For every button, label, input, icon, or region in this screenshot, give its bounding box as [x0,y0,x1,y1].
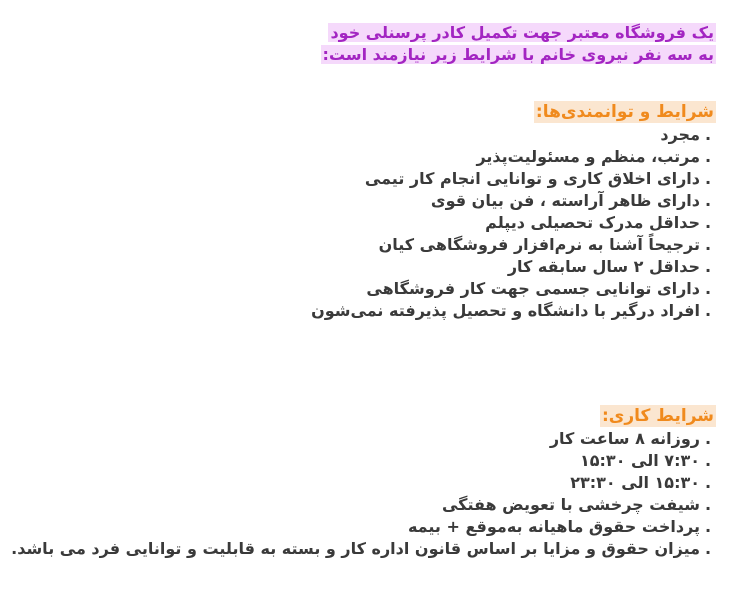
list-item: .۱۵:۳۰ الی ۲۳:۳۰ [16,472,716,494]
bullet-icon: . [704,451,712,470]
bullet-icon: . [704,213,712,232]
list-item: .ترجیحاً آشنا به نرم‌افزار فروشگاهی کیان [16,234,716,256]
list-item: .دارای توانایی جسمی جهت کار فروشگاهی [16,278,716,300]
work-title: شرایط کاری: [601,406,714,426]
conditions-title: شرایط و توانمندی‌ها: [535,102,714,122]
list-item: .افراد درگیر با دانشگاه و تحصیل پذیرفته نمی‌شون [16,300,716,322]
list-item: .دارای اخلاق کاری و توانایی انجام کار تیمی [16,168,716,190]
bullet-icon: . [704,517,712,536]
conditions-section [16,101,716,322]
bullet-icon: . [704,147,712,166]
bullet-icon: . [704,235,712,254]
list-item: .شیفت چرخشی با تعویض هفتگی [16,494,716,516]
list-item: .مرتب، منظم و مسئولیت‌پذیر [16,146,716,168]
bullet-icon: . [704,169,712,188]
list-item: .۷:۳۰ الی ۱۵:۳۰ [16,450,716,472]
bullet-icon: . [704,539,712,558]
bullet-icon: . [704,257,712,276]
intro-line-1: یک فروشگاه معتبر جهت تکمیل کادر پرسنلی خود [330,23,714,42]
list-item: .حداقل مدرک تحصیلی دیپلم [16,212,716,234]
bullet-icon: . [704,125,712,144]
bullet-icon: . [704,279,712,298]
intro [16,22,716,66]
list-item: .مجرد [16,124,716,146]
bullet-icon: . [704,495,712,514]
bullet-icon: . [704,473,712,492]
list-item: .حداقل ۲ سال سابقه کار [16,256,716,278]
bullet-icon: . [704,301,712,320]
list-item: .پرداخت حقوق ماهیانه به‌موقع + بیمه [16,516,716,538]
work-section [11,405,716,560]
list-item: .روزانه ۸ ساعت کار [16,428,716,450]
intro-line-2: به سه نفر نیروی خانم با شرایط زیر نیازمند است: [322,45,714,64]
list-item: .میزان حقوق و مزایا بر اساس قانون اداره کار و بسته به قابلیت و توانایی فرد می باشد. [16,538,716,560]
work-list [11,428,716,560]
conditions-list [16,124,716,322]
list-item: .دارای ظاهر آراسته ، فن بیان قوی [16,190,716,212]
bullet-icon: . [704,191,712,210]
bullet-icon: . [704,429,712,448]
